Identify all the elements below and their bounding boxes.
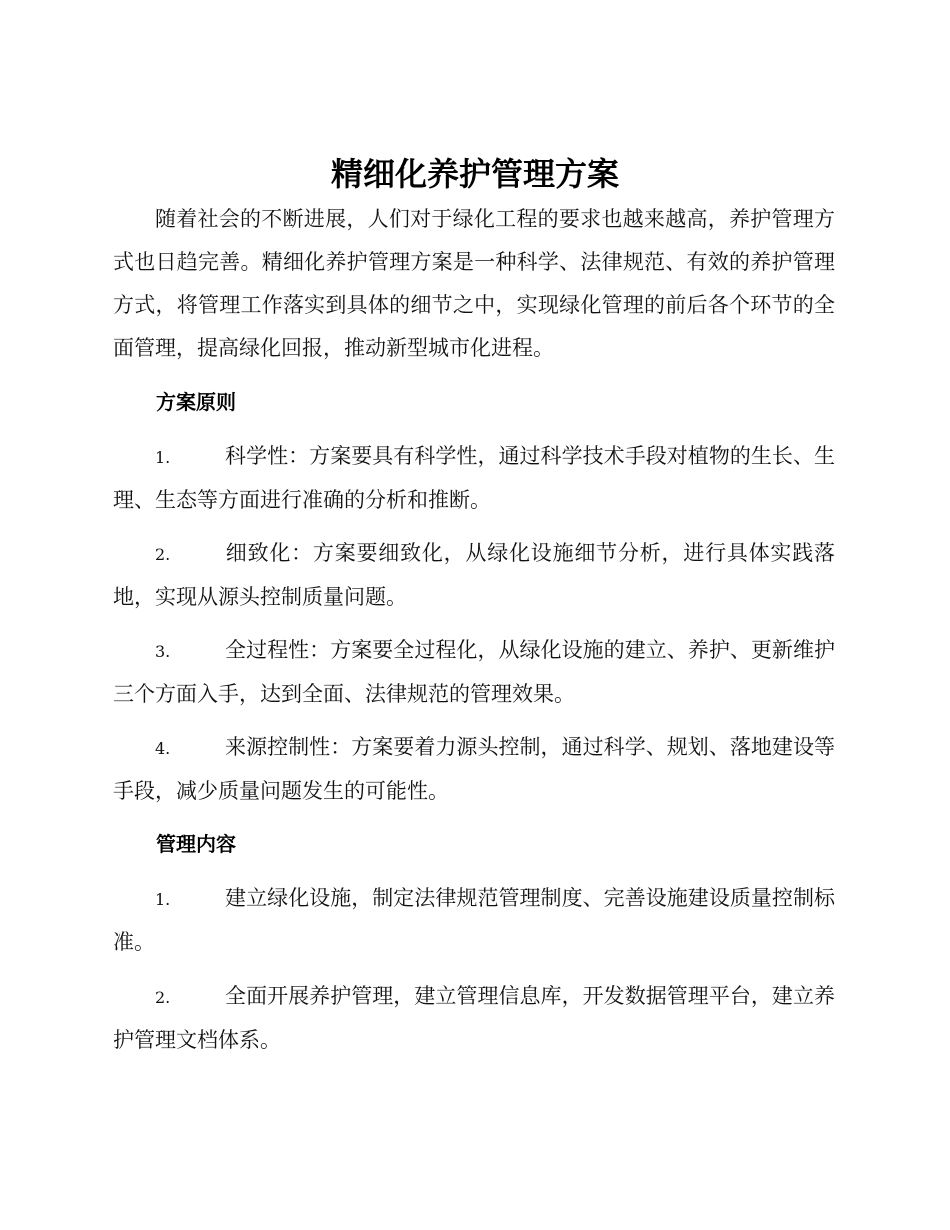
list-number: 2. <box>155 988 171 1007</box>
principle-item <box>113 532 835 619</box>
section-heading-management: 管理内容 <box>156 832 236 856</box>
list-item-text: 全面开展养护管理，建立管理信息库，开发数据管理平台，建立养护管理文档体系。 <box>113 984 835 1052</box>
section-heading-principles: 方案原则 <box>156 390 236 414</box>
list-number: 1. <box>155 448 171 467</box>
list-item-text: 全过程性：方案要全过程化，从绿化设施的建立、养护、更新维护三个方面入手，达到全面、法律规范的管理效果。 <box>113 638 835 706</box>
list-item-text: 来源控制性：方案要着力源头控制，通过科学、规划、落地建设等手段，减少质量问题发生的可能性。 <box>113 735 835 803</box>
document-title: 精细化养护管理方案 <box>330 155 619 193</box>
intro-paragraph: 随着社会的不断进展，人们对于绿化工程的要求也越来越高，养护管理方式也日趋完善。精细化养护管理方案是一种科学、法律规范、有效的养护管理方式，将管理工作落实到具体的细节之中，实现绿化管理的前后各个环节的全面管理，提高绿化回报，推动新型城市化进程。 <box>113 207 835 360</box>
list-number: 1. <box>155 890 171 909</box>
principle-item <box>113 435 835 522</box>
list-number: 2. <box>155 545 171 564</box>
principle-item <box>113 726 835 813</box>
management-item <box>113 877 835 964</box>
management-item <box>113 975 835 1062</box>
list-item-text: 科学性：方案要具有科学性，通过科学技术手段对植物的生长、生理、生态等方面进行准确的分析和推断。 <box>113 444 835 512</box>
list-item-text: 建立绿化设施，制定法律规范管理制度、完善设施建设质量控制标准。 <box>113 886 835 954</box>
list-number: 4. <box>155 739 171 758</box>
principle-item <box>113 629 835 716</box>
list-item-text: 细致化：方案要细致化，从绿化设施细节分析，进行具体实践落地，实现从源头控制质量问题。 <box>113 541 835 609</box>
list-number: 3. <box>155 642 171 661</box>
